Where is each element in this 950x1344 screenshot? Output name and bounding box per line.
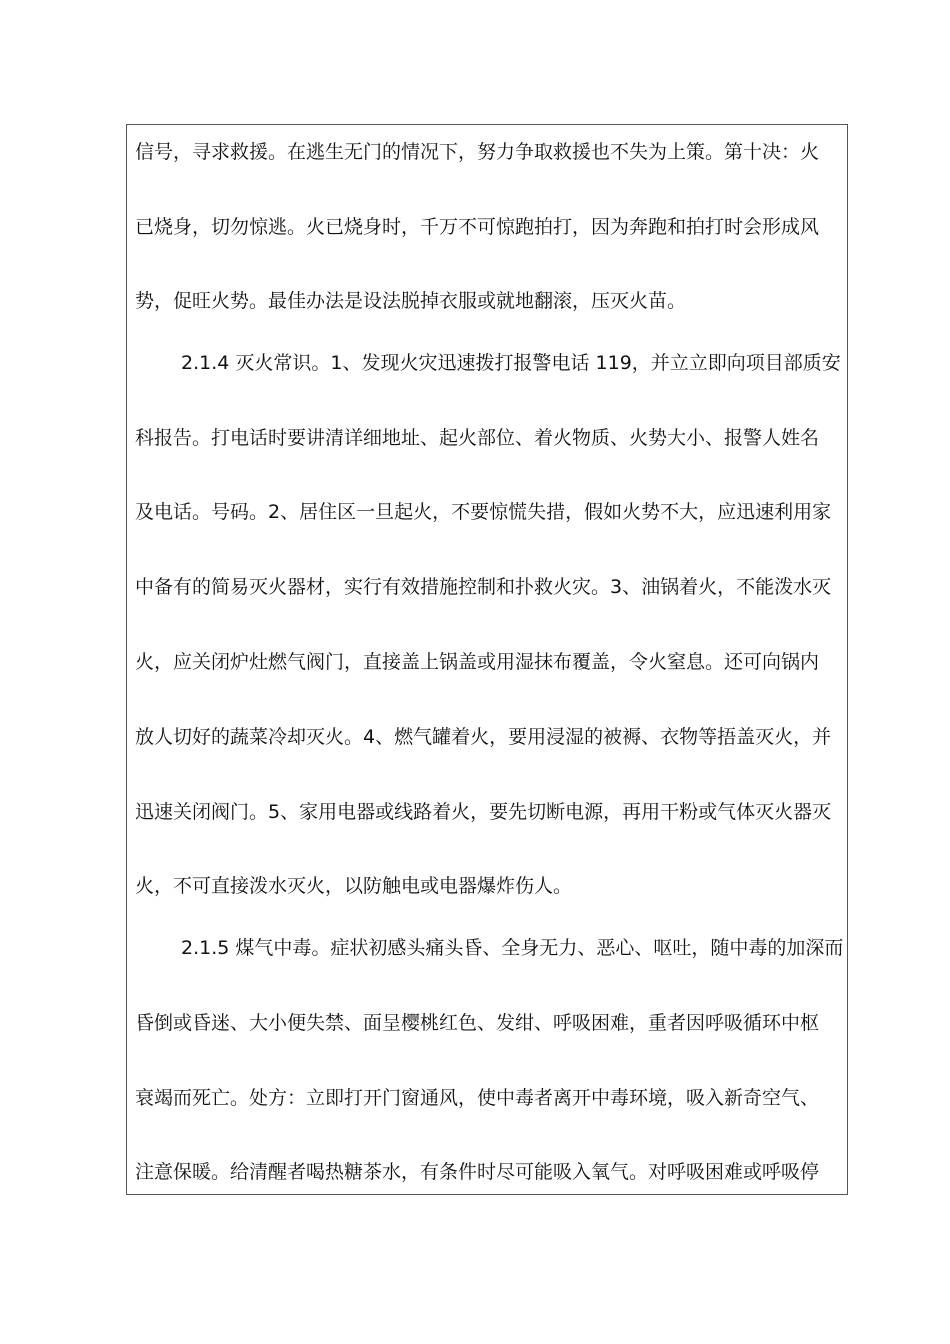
text-line: 科报告。打电话时要讲清详细地址、起火部位、着火物质、火势大小、报警人姓名 [135,427,820,449]
text-line: 注意保暖。给清醒者喝热糖茶水，有条件时尽可能吸入氧气。对呼吸困难或呼吸停 [135,1161,820,1183]
text-line: 火，不可直接泼水灭火，以防触电或电器爆炸伤人。 [135,875,573,897]
text-line: 迅速关闭阀门。5、家用电器或线路着火，要先切断电源，再用干粉或气体灭火器灭 [135,801,832,823]
text-line: 火，应关闭炉灶燃气阀门，直接盖上锅盖或用湿抹布覆盖，令火窒息。还可向锅内 [135,651,820,673]
text-line: 昏倒或昏迷、大小便失禁、面呈樱桃红色、发绀、呼吸困难，重者因呼吸循环中枢 [135,1012,820,1034]
text-line: 衰竭而死亡。处方：立即打开门窗通风，使中毒者离开中毒环境，吸入新奇空气、 [135,1087,820,1109]
text-line: 信号，寻求救援。在逃生无门的情况下，努力争取救援也不失为上策。第十决：火 [135,141,820,163]
section-2-1-5-start: 2.1.5 煤气中毒。症状初感头痛头昏、全身无力、恶心、呕吐，随中毒的加深而 [181,937,844,959]
section-2-1-4-start: 2.1.4 灭火常识。1、发现火灾迅速拨打报警电话 119，并立立即向项目部质安 [181,352,841,374]
text-line: 已烧身，切勿惊逃。火已烧身时，千万不可惊跑拍打，因为奔跑和拍打时会形成风 [135,216,820,238]
text-line: 势，促旺火势。最佳办法是设法脱掉衣服或就地翻滚，压灭火苗。 [135,290,687,312]
text-line: 及电话。号码。2、居住区一旦起火，不要惊慌失措，假如火势不大，应迅速利用家 [135,501,832,523]
text-line: 中备有的简易灭火器材，实行有效措施控制和扑救火灾。3、油锅着火，不能泼水灭 [135,576,832,598]
text-line: 放人切好的蔬菜冷却灭火。4、燃气罐着火，要用浸湿的被褥、衣物等捂盖灭火，并 [135,726,832,748]
